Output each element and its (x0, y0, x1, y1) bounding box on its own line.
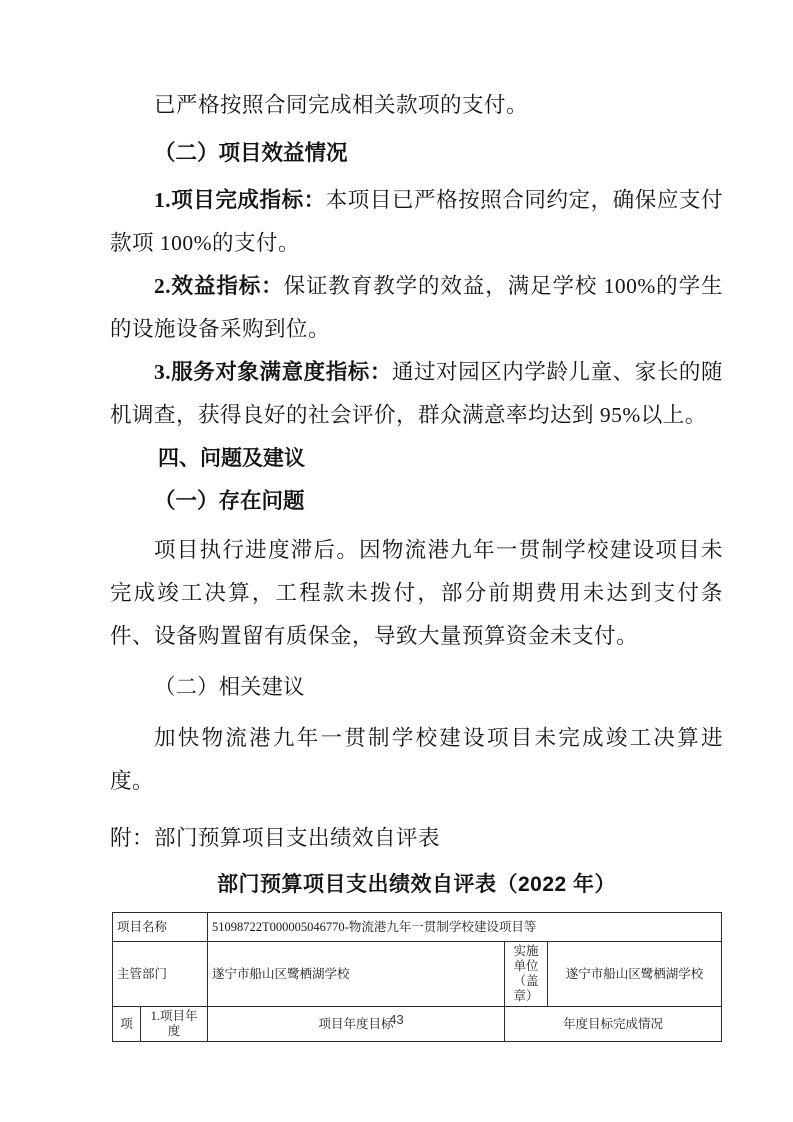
paragraph-satisfaction-indicator (110, 351, 723, 437)
cell-goal-completion-header: 年度目标完成情况 (505, 1007, 722, 1042)
paragraph-completion-indicator (110, 179, 723, 265)
cell-dept-label: 主管部门 (113, 942, 208, 1007)
page-number: 43 (389, 1012, 404, 1027)
satisfaction-indicator-text: 通过对园区内学龄儿童、家长的随机调查，获得良好的社会评价，群众满意率均达到 95%以上。 (110, 360, 723, 427)
benefit-indicator-text: 保证教育教学的效益，满足学校 100%的学生的设施设备采购到位。 (110, 274, 723, 341)
table-row-project-name (113, 913, 722, 942)
cell-impl-unit-value: 遂宁市船山区鹭栖湖学校 (548, 942, 722, 1007)
attachment-note: 附：部门预算项目支出绩效自评表 (110, 826, 441, 850)
cell-impl-unit-label: 实施单位（盖章） (505, 942, 548, 1007)
completion-indicator-lead: 1.项目完成指标： (154, 188, 326, 212)
paragraph-related-suggestions: 加快物流港九年一贯制学校建设项目未完成竣工决算进度。 (110, 726, 723, 793)
table-title: 部门预算项目支出绩效自评表（2022 年） (216, 873, 617, 896)
heading-existing-problems: （一）存在问题 (154, 489, 305, 513)
paragraph-existing-problems: 项目执行进度滞后。因物流港九年一贯制学校建设项目未完成竣工决算，工程款未拨付，部分前期费用未达到支付条件、设备购置留有质保金，导致大量预算资金未支付。 (110, 538, 723, 648)
cell-dept-value: 遂宁市船山区鹭栖湖学校 (208, 942, 505, 1007)
satisfaction-indicator-lead: 3.服务对象满意度指标： (154, 360, 392, 384)
cell-project-year-label: 1.项目年度 (141, 1007, 208, 1042)
document-body (110, 84, 723, 1042)
paragraph-benefit-indicator (110, 265, 723, 351)
heading-issues-and-suggestions: 四、问题及建议 (158, 447, 305, 470)
heading-related-suggestions: （二）相关建议 (154, 675, 305, 699)
paragraph-payment-completion: 已严格按照合同完成相关款项的支付。 (154, 93, 529, 117)
cell-item-label: 项 (113, 1007, 141, 1042)
cell-project-name-value: 51098722T000005046770-物流港九年一贯制学校建设项目等 (208, 913, 722, 942)
completion-indicator-text: 本项目已严格按照合同约定，确保应支付款项 100%的支付。 (110, 188, 723, 255)
heading-project-benefit: （二）项目效益情况 (154, 141, 348, 165)
benefit-indicator-lead: 2.效益指标： (154, 274, 284, 298)
cell-annual-goal-header: 项目年度目标 (208, 1007, 505, 1042)
table-row-departments (113, 942, 722, 1007)
cell-project-name-label: 项目名称 (113, 913, 208, 942)
